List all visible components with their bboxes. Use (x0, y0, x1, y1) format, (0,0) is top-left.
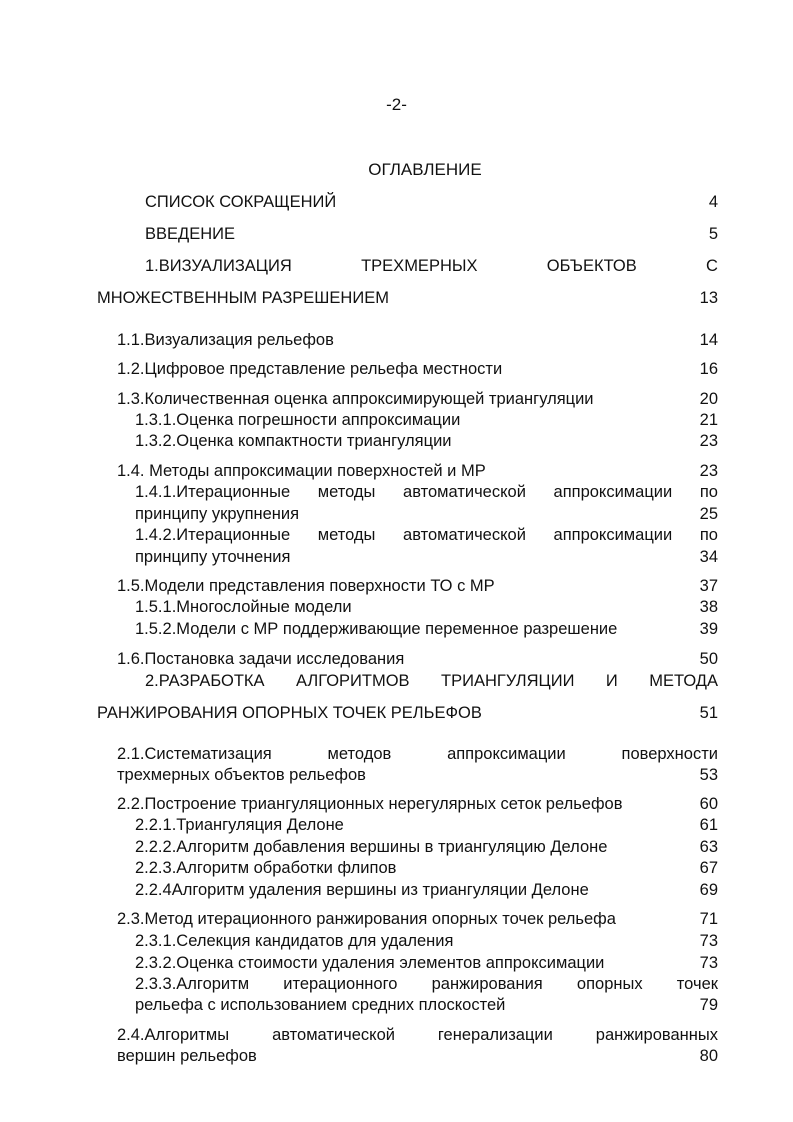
toc-entry-label: 1.3.2.Оценка компактности триангуляции (135, 432, 452, 450)
toc-entry-2-3-1[interactable] (135, 931, 718, 952)
toc-word: точек (676, 975, 718, 993)
toc-entry-2-1-line2[interactable] (117, 765, 718, 786)
toc-entry-label: принципу укрупнения (135, 505, 300, 523)
toc-entry-page: 34 (699, 548, 718, 566)
toc-entry-page: 23 (699, 432, 718, 450)
toc-entry-1-5-1[interactable] (135, 597, 718, 618)
toc-entry-page: 5 (708, 225, 718, 243)
toc-entry-introduction[interactable] (145, 224, 718, 245)
toc-entry-page: 50 (699, 650, 718, 668)
toc-word: ОБЪЕКТОВ (546, 257, 637, 275)
page-number: -2- (386, 95, 407, 114)
toc-entry-page: 61 (699, 816, 718, 834)
toc-entry-page: 51 (699, 704, 718, 722)
toc-entry-page: 37 (699, 577, 718, 595)
toc-entry-1-1[interactable] (117, 330, 718, 351)
toc-entry-label: 1.4. Методы аппроксимации поверхностей и МР (117, 462, 486, 480)
toc-entry-1-4-1-line2[interactable] (135, 504, 718, 525)
toc-entry-page: 73 (699, 954, 718, 972)
toc-entry-1-5[interactable] (117, 576, 718, 597)
toc-entry-label: вершин рельефов (117, 1047, 257, 1065)
toc-word: автоматической (403, 483, 526, 501)
toc-entry-page: 23 (699, 462, 718, 480)
toc-word: итерационного (283, 975, 398, 993)
toc-entry-label: РАНЖИРОВАНИЯ ОПОРНЫХ ТОЧЕК РЕЛЬЕФОВ (97, 704, 482, 722)
toc-entry-1-6[interactable] (117, 649, 718, 670)
toc-entry-2-4-line1[interactable] (117, 1025, 718, 1046)
toc-word: ранжирования (431, 975, 543, 993)
toc-entry-label: ВВЕДЕНИЕ (145, 225, 235, 243)
toc-entry-label: СПИСОК СОКРАЩЕНИЙ (145, 193, 337, 211)
toc-entry-label: 2.2.2.Алгоритм добавления вершины в триангуляцию Делоне (135, 838, 608, 856)
toc-word: 1.4.1.Итерационные (135, 483, 291, 501)
toc-entry-2-3-2[interactable] (135, 953, 718, 974)
toc-word: И (605, 672, 618, 690)
toc-entry-2-2-1[interactable] (135, 815, 718, 836)
toc-entry-page: 79 (699, 996, 718, 1014)
toc-entry-label: 2.2.4Алгоритм удаления вершины из триангуляции Делоне (135, 881, 589, 899)
toc-entry-page: 73 (699, 932, 718, 950)
toc-word: методы (317, 526, 376, 544)
toc-word: 1.4.2.Итерационные (135, 526, 291, 544)
toc-word: методов (327, 745, 392, 763)
toc-entry-2-3-3-line1[interactable] (135, 974, 718, 995)
toc-entry-2-2[interactable] (117, 794, 718, 815)
toc-entry-label: трехмерных объектов рельефов (117, 766, 366, 784)
toc-entry-label: 1.3.1.Оценка погрешности аппроксимации (135, 411, 461, 429)
toc-title: ОГЛАВЛЕНИЕ (368, 160, 482, 179)
toc-entry-label: 2.3.2.Оценка стоимости удаления элементов аппроксимации (135, 954, 605, 972)
toc-entry-1-4-2-line1[interactable] (135, 525, 718, 546)
toc-word: аппроксимации (553, 483, 673, 501)
toc-entry-page: 80 (699, 1047, 718, 1065)
toc-entry-page: 39 (699, 620, 718, 638)
toc-entry-label: 2.3.1.Селекция кандидатов для удаления (135, 932, 454, 950)
toc-word: поверхности (621, 745, 718, 763)
toc-entry-1-4-1-line1[interactable] (135, 482, 718, 503)
toc-entry-page: 53 (699, 766, 718, 784)
toc-word: АЛГОРИТМОВ (296, 672, 410, 690)
toc-chapter-1-line1[interactable] (145, 256, 718, 277)
toc-entry-label: 2.3.Метод итерационного ранжирования опорных точек рельефа (117, 910, 616, 928)
toc-entry-label: принципу уточнения (135, 548, 291, 566)
toc-entry-2-3[interactable] (117, 909, 718, 930)
toc-entry-label: 1.5.1.Многослойные модели (135, 598, 352, 616)
toc-word: аппроксимации (553, 526, 673, 544)
toc-word: ранжированных (595, 1026, 718, 1044)
toc-word: ТРИАНГУЛЯЦИИ (441, 672, 575, 690)
toc-entry-page: 67 (699, 859, 718, 877)
toc-entry-2-4-line2[interactable] (117, 1046, 718, 1067)
toc-entry-1-3-2[interactable] (135, 431, 718, 452)
toc-entry-abbreviations[interactable] (145, 192, 718, 213)
toc-chapter-2-line2[interactable] (97, 703, 718, 724)
toc-word: 1.ВИЗУАЛИЗАЦИЯ (145, 257, 292, 275)
toc-entry-page: 60 (699, 795, 718, 813)
toc-word: генерализации (437, 1026, 553, 1044)
toc-word: ТРЕХМЕРНЫХ (361, 257, 478, 275)
toc-chapter-2-line1[interactable] (145, 671, 718, 692)
toc-entry-page: 71 (699, 910, 718, 928)
toc-entry-label: МНОЖЕСТВЕННЫМ РАЗРЕШЕНИЕМ (97, 289, 389, 307)
toc-entry-1-2[interactable] (117, 359, 718, 380)
toc-chapter-1-line2[interactable] (97, 288, 718, 309)
toc-entry-label: 1.5.Модели представления поверхности ТО с МР (117, 577, 495, 595)
toc-word: аппроксимации (447, 745, 566, 763)
toc-word: С (706, 257, 718, 275)
toc-entry-1-5-2[interactable] (135, 619, 718, 640)
toc-word: по (699, 526, 718, 544)
toc-word: автоматической (403, 526, 526, 544)
toc-entry-2-3-3-line2[interactable] (135, 995, 718, 1016)
toc-entry-label: 1.5.2.Модели с МР поддерживающие переменное разрешение (135, 620, 618, 638)
toc-entry-1-4-2-line2[interactable] (135, 547, 718, 568)
toc-entry-page: 14 (699, 331, 718, 349)
toc-word: 2.3.3.Алгоритм (135, 975, 250, 993)
toc-entry-1-3[interactable] (117, 389, 718, 410)
toc-entry-label: 2.2.1.Триангуляция Делоне (135, 816, 344, 834)
toc-entry-label: рельефа с использованием средних плоскостей (135, 996, 506, 1014)
toc-entry-label: 1.1.Визуализация рельефов (117, 331, 334, 349)
toc-word: 2.РАЗРАБОТКА (145, 672, 265, 690)
toc-word: МЕТОДА (649, 672, 718, 690)
toc-entry-1-4[interactable] (117, 461, 718, 482)
toc-word: 2.1.Систематизация (117, 745, 272, 763)
toc-entry-page: 20 (699, 390, 718, 408)
toc-entry-page: 69 (699, 881, 718, 899)
toc-entry-2-2-2[interactable] (135, 837, 718, 858)
toc-entry-page: 16 (699, 360, 718, 378)
toc-entry-label: 1.2.Цифровое представление рельефа местности (117, 360, 503, 378)
toc-word: опорных (576, 975, 643, 993)
toc-word: автоматической (272, 1026, 395, 1044)
toc-entry-label: 1.3.Количественная оценка аппроксимирующей триангуляции (117, 390, 594, 408)
toc-entry-label: 2.2.Построение триангуляционных нерегулярных сеток рельефов (117, 795, 623, 813)
toc-entry-1-3-1[interactable] (135, 410, 718, 431)
toc-entry-2-2-3[interactable] (135, 858, 718, 879)
toc-entry-page: 4 (708, 193, 718, 211)
toc-word: по (699, 483, 718, 501)
toc-entry-2-1-line1[interactable] (117, 744, 718, 765)
toc-word: 2.4.Алгоритмы (117, 1026, 230, 1044)
toc-entry-page: 13 (699, 289, 718, 307)
toc-entry-2-2-4[interactable] (135, 880, 718, 901)
toc-entry-page: 38 (699, 598, 718, 616)
toc-word: методы (317, 483, 376, 501)
toc-entry-page: 63 (699, 838, 718, 856)
toc-entry-page: 25 (699, 505, 718, 523)
toc-entry-page: 21 (699, 411, 718, 429)
toc-entry-label: 2.2.3.Алгоритм обработки флипов (135, 859, 397, 877)
toc-entry-label: 1.6.Постановка задачи исследования (117, 650, 405, 668)
